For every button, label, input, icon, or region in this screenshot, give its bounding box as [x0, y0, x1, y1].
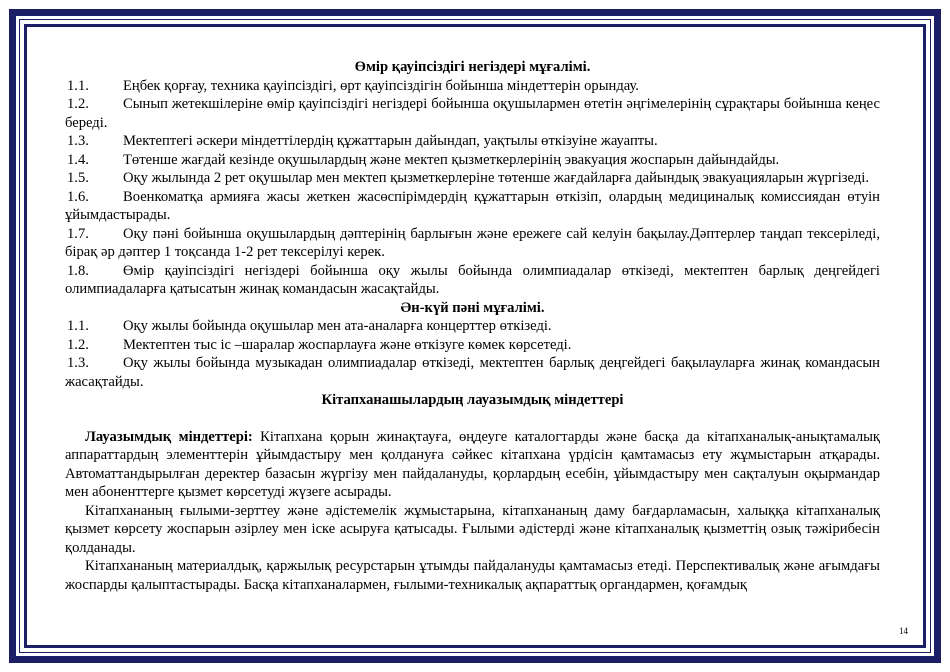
section-title-music: Ән-күй пәні мұғалімі. — [400, 299, 545, 316]
librarian-resources-paragraph: Кітапхананың материалдық, қаржылық ресурстарын ұтымды пайдалануды қамтамасыз етеді. Перспективалық және ағымдағы жоспарды қалыптастырады. Басқа кітапханалармен, ғылыми-техникалық ақпараттық органдармен, қоғамдық — [65, 558, 880, 593]
item-text: Еңбек қорғау, техника қауіпсіздігі, өрт қауіпсіздігін бойынша міндеттерін орындау. — [123, 77, 639, 94]
section-life-safety-list — [65, 77, 880, 299]
list-item — [65, 151, 880, 170]
item-number: 1.1. — [67, 77, 89, 94]
item-text: Мектептегі әскери міндеттілердің құжаттарын дайындап, уақтылы өткізуіне жауапты. — [123, 133, 658, 149]
list-item — [65, 188, 880, 225]
item-text: Төтенше жағдай кезінде оқушылардың және мектеп қызметкерлерінің эвакуация жоспарын дайындайды. — [123, 151, 780, 168]
item-text: Мектептен тыс іс –шаралар жоспарлауға және өткізуге көмек көрсетеді. — [123, 336, 572, 353]
item-text: Өмір қауіпсіздігі негіздері бойынша оқу жылы бойында олимпиадалар өткізеді, мектептен барлық деңгейдегі олимпиадаларға қатысатын жинақ командасын жасақтайды. — [65, 262, 880, 297]
item-text: Военкоматқа армияға жасы жеткен жасөспірімдердің құжаттарын өткізіп, олардың медициналық комиссиядан өтуін ұйымдастырады. — [65, 188, 880, 223]
item-number: 1.7. — [67, 225, 89, 242]
list-item — [65, 262, 880, 299]
list-item — [65, 225, 880, 262]
duties-lead-text: Кітапхана қорын жинақтауға, өңдеуге каталогтарды және басқа да кітапханалық-анықтамалық аппараттардың элементтерін ұйымдастыру мен қолдануға сәйкес кітапхана үрдісін қамтамасыз ету жұмыстарын атқарады. Автоматтандырылған деректер базасын жүргізу мен пайдалануды, қорлардың есебін, ұйымдастыру мен сақталуын оқырмандар мен абоненттерге қызмет көрсетуді жүзеге асырады. — [65, 428, 880, 500]
duties-lead-label: Лауазымдық міндеттері: — [85, 428, 253, 445]
section-music-list — [65, 317, 880, 391]
section-title-life-safety: Өмір қауіпсіздігі негіздері мұғалімі. — [354, 59, 591, 75]
page-number: 14 — [899, 626, 908, 636]
item-number: 1.4. — [67, 151, 89, 168]
item-text: Оқу пәні бойынша оқушылардың дәптерінің барлығын және ережеге сай келуін бақылау.Дәптерлер таңдап тексеріледі, бірақ әр дәптер 1 тоқсанда 1-2 рет тексерілуі керек. — [65, 225, 880, 260]
blank-line — [65, 410, 880, 428]
item-text: Сынып жетекшілеріне өмір қауіпсіздігі негіздері бойынша оқушылармен өтетін әңгімелерінің сұрақтары бойынша кеңес береді. — [65, 96, 880, 131]
item-number: 1.6. — [67, 188, 89, 205]
item-number: 1.2. — [67, 336, 89, 353]
list-item — [65, 169, 880, 188]
list-item — [65, 77, 880, 96]
item-number: 1.2. — [67, 96, 89, 112]
item-number: 1.3. — [67, 133, 89, 149]
item-text: Оқу жылы бойында музыкадан олимпиадалар өткізеді, мектептен барлық деңгейдегі бақылауларға жинақ командасын жасақтайды. — [65, 355, 880, 390]
item-number: 1.3. — [67, 355, 89, 371]
list-item — [65, 95, 880, 132]
list-item — [65, 317, 880, 336]
item-text: Оқу жылы бойында оқушылар мен ата-аналарға концерттер өткізеді. — [123, 318, 552, 334]
item-number: 1.1. — [67, 318, 89, 334]
item-text: Оқу жылында 2 рет оқушылар мен мектеп қызметкерлеріне төтенше жағдайларға дайындық эвакуацияларын жүргізеді. — [123, 170, 869, 186]
item-number: 1.5. — [67, 170, 89, 186]
section-title-librarians: Кітапханашылардың лауазымдық міндеттері — [321, 392, 624, 408]
list-item — [65, 336, 880, 355]
item-number: 1.8. — [67, 262, 89, 279]
list-item — [65, 132, 880, 151]
librarian-duties-paragraph — [65, 428, 880, 502]
librarian-research-paragraph: Кітапхананың ғылыми-зерттеу және әдістемелік жұмыстарына, кітапхананың даму бағдарламасын, халыққа кітапханалық қызмет көрсету жоспарын әзірлеу мен іске асыруға қатысады. Ғылыми әдістерді және кітапханалық қызметтің озық тәжірибесін қолданады. — [65, 502, 880, 556]
document-page — [65, 58, 880, 594]
list-item — [65, 354, 880, 391]
